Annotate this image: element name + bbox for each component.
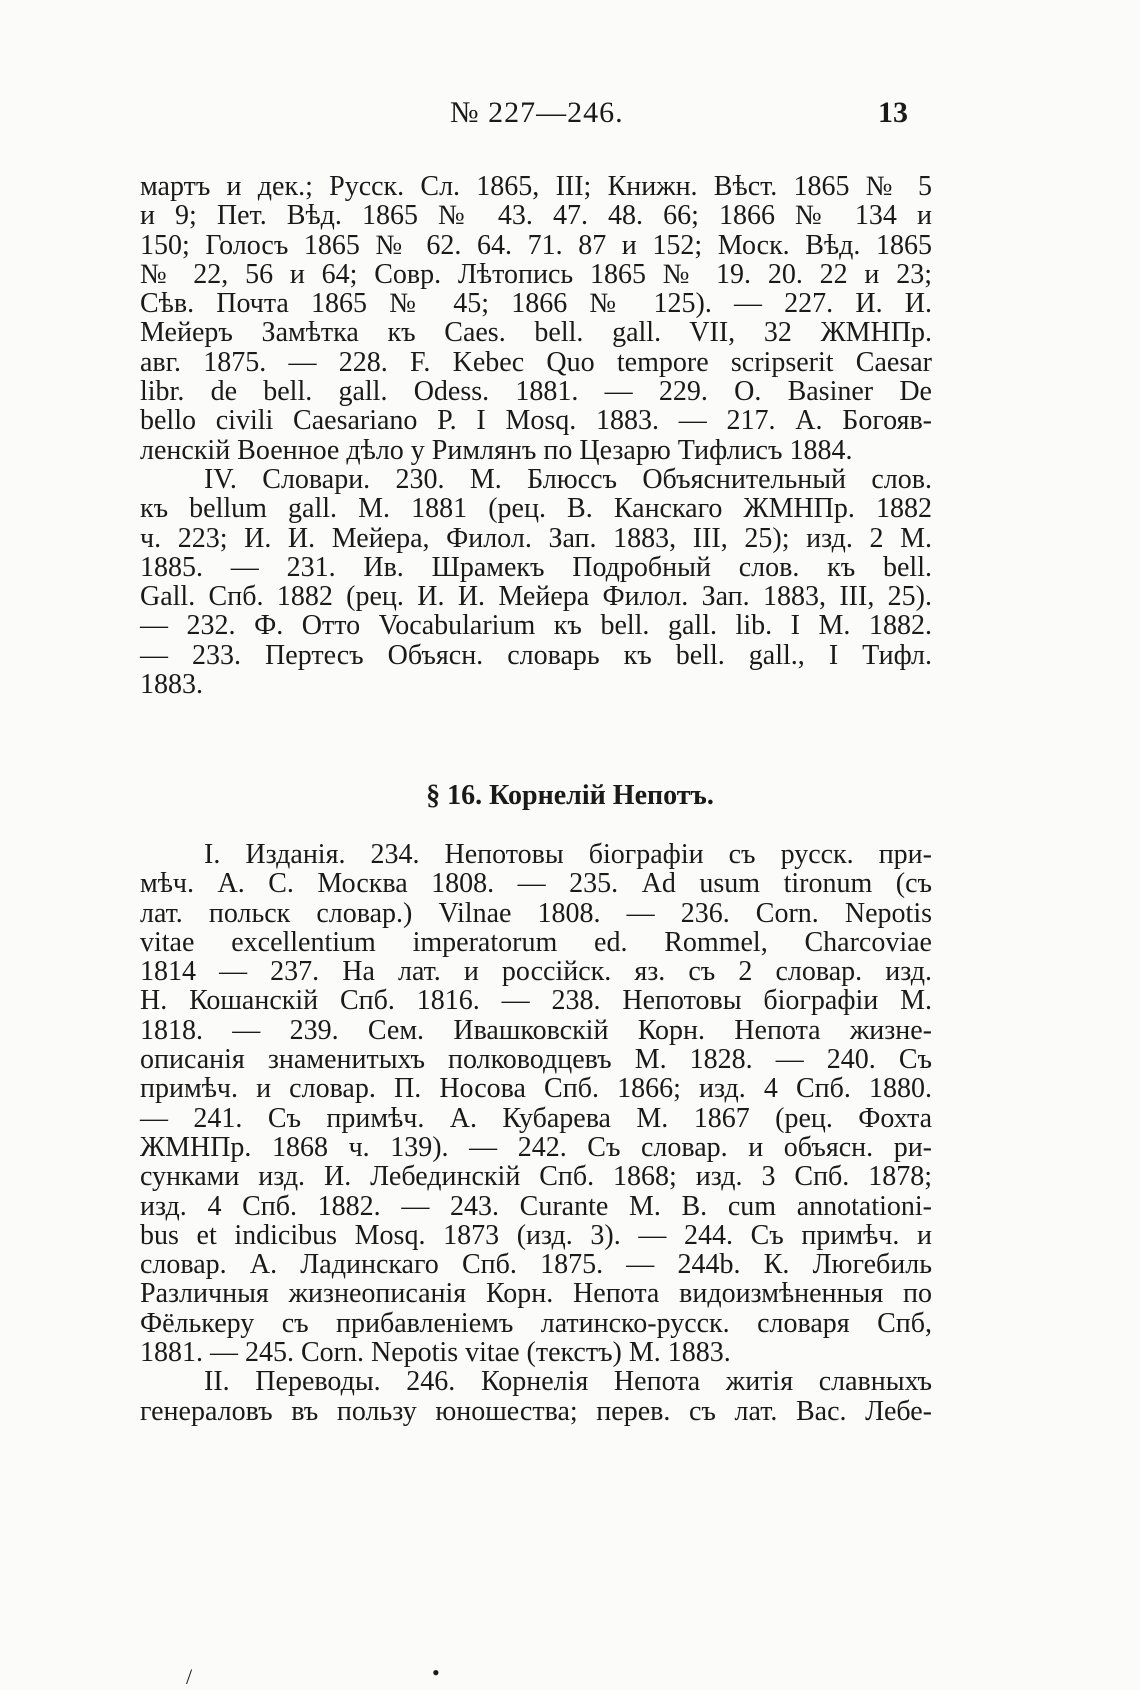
text-line: IV. Словари. 230. М. Блюссъ Объяснительный слов.	[204, 463, 932, 495]
text-line: 1883.	[140, 669, 203, 701]
text-line: къ bellum gall. М. 1881 (рец. В. Канскаго ЖМНПр. 1882	[140, 493, 932, 525]
text-line: словар. А. Ладинскаго Спб. 1875. — 244b. К. Люгебиль	[140, 1249, 932, 1281]
paragraph-series-bibliography	[140, 172, 932, 465]
text-line: ленскій Военное дѣло у Римлянъ по Цезарю Тифлисъ 1884.	[140, 434, 853, 466]
text-line: примѣч. и словар. П. Носова Спб. 1866; изд. 4 Спб. 1880.	[140, 1073, 932, 1105]
text-line: — 232. Ф. Отто Vocabularium къ bell. gall. lib. I М. 1882.	[140, 610, 932, 642]
text-line: Gall. Спб. 1882 (рец. И. И. Мейера Филол. Зап. 1883, III, 25).	[140, 581, 932, 613]
paragraph-translations	[140, 1367, 932, 1426]
text-line: генераловъ въ пользу юношества; перев. съ лат. Вас. Лебе-	[140, 1395, 932, 1427]
text-line: 1814 — 237. На лат. и россійск. яз. съ 2 словар. изд.	[140, 956, 932, 988]
text-line: bus et indicibus Mosq. 1873 (изд. 3). — 244. Съ примѣч. и	[140, 1219, 932, 1251]
running-title: № 227—246.	[450, 96, 624, 129]
text-line: описанія знаменитыхъ полководцевъ М. 1828. — 240. Съ	[140, 1044, 932, 1076]
text-line: Н. Кошанскій Спб. 1816. — 238. Непотовы біографіи М.	[140, 985, 932, 1017]
paragraph-editions	[140, 840, 932, 1367]
section-body-text	[140, 840, 932, 1426]
body-text	[140, 172, 932, 699]
page-number: 13	[878, 96, 908, 129]
text-line: изд. 4 Спб. 1882. — 243. Curante M. B. cum annotationi-	[140, 1190, 932, 1222]
text-line: — 233. Пертесъ Объясн. словарь къ bell. gall., I Тифл.	[140, 639, 932, 671]
text-line: и 9; Пет. Вѣд. 1865 № 43. 47. 48. 66; 1866 № 134 и	[140, 200, 932, 232]
text-line: 1818. — 239. Сем. Ивашковскій Корн. Непота жизне-	[140, 1014, 932, 1046]
text-line: bello civili Caesariano P. I Mosq. 1883. — 217. А. Богояв-	[140, 405, 932, 437]
text-line: 1881. — 245. Corn. Nepotis vitae (текстъ) М. 1883.	[140, 1337, 731, 1369]
paragraph-dictionaries	[140, 465, 932, 699]
text-line: лат. польск словар.) Vilnae 1808. — 236. Corn. Nepotis	[140, 897, 932, 929]
page-header	[0, 96, 1140, 136]
text-line: — 241. Съ примѣч. А. Кубарева М. 1867 (рец. Фохта	[140, 1102, 932, 1134]
text-line: сунками изд. И. Лебединскій Спб. 1868; изд. 3 Спб. 1878;	[140, 1161, 932, 1193]
margin-mark: •	[432, 1660, 440, 1685]
text-line: Фёлькеру съ прибавленіемъ латинско-русск. словаря Спб,	[140, 1307, 932, 1339]
section-heading: § 16. Корнелій Непотъ.	[426, 780, 714, 811]
text-line: № 22, 56 и 64; Совр. Лѣтопись 1865 № 19. 20. 22 и 23;	[140, 258, 932, 290]
text-line: мѣч. А. С. Москва 1808. — 235. Ad usum tironum (съ	[140, 868, 932, 900]
text-line: мартъ и дек.; Русск. Сл. 1865, III; Книжн. Вѣст. 1865 № 5	[140, 171, 932, 202]
text-line: ЖМНПр. 1868 ч. 139). — 242. Съ словар. и объясн. ри-	[140, 1131, 932, 1163]
text-line: Сѣв. Почта 1865 № 45; 1866 № 125). — 227. И. И.	[140, 288, 932, 320]
text-line: 1885. — 231. Ив. Шрамекъ Подробный слов. къ bell.	[140, 551, 932, 583]
text-line: libr. de bell. gall. Odess. 1881. — 229. O. Basiner De	[140, 376, 932, 408]
text-line: авг. 1875. — 228. F. Kebec Quo tempore scripserit Caesar	[140, 346, 932, 378]
text-line: I. Изданія. 234. Непотовы біографіи съ русск. при-	[204, 839, 932, 870]
text-line: 150; Голосъ 1865 № 62. 64. 71. 87 и 152; Моск. Вѣд. 1865	[140, 229, 932, 261]
text-line: II. Переводы. 246. Корнелія Непота житія славныхъ	[204, 1366, 932, 1398]
text-line: Различныя жизнеописанія Корн. Непота видоизмѣненныя по	[140, 1278, 932, 1310]
margin-mark: /	[186, 1664, 193, 1689]
text-line: ч. 223; И. И. Мейера, Филол. Зап. 1883, III, 25); изд. 2 М.	[140, 522, 932, 554]
text-line: vitae excellentium imperatorum ed. Rommel, Charcoviae	[140, 926, 932, 958]
text-line: Мейеръ Замѣтка къ Caes. bell. gall. VII, 32 ЖМНПр.	[140, 317, 932, 349]
